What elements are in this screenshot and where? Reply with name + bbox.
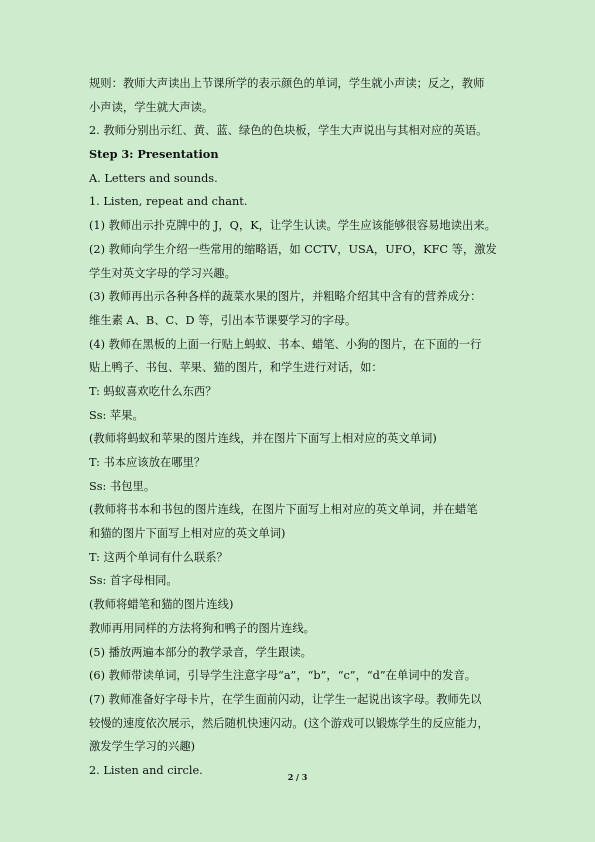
text-line: 规则：教师大声读出上节课所学的表示颜色的单词，学生就小声读；反之，教师	[89, 77, 485, 90]
text-line: Ss: 苹果。	[89, 408, 144, 422]
text-line: Ss: 首字母相同。	[89, 574, 178, 588]
text-line: 激发学生学习的兴趣)	[89, 740, 196, 754]
page-content	[89, 72, 529, 783]
text-line: 较慢的速度依次展示，然后随机快速闪动。(这个游戏可以锻炼学生的反应能力，	[89, 716, 489, 730]
text-line: (6) 教师带读单词，引导学生注意字母“a”，“b”，“c”，“d”在单词中的发音。	[89, 669, 477, 683]
text-line: (教师将蚂蚁和苹果的图片连线，并在图片下面写上相对应的英文单词)	[89, 432, 437, 446]
text-line: Ss: 书包里。	[89, 479, 156, 493]
text-line: 贴上鸭子、书包、苹果、猫的图片，和学生进行对话，如：	[89, 361, 383, 375]
text-line: 学生对英文字母的学习兴趣。	[89, 266, 236, 280]
text-line: (7) 教师准备好字母卡片，在学生面前闪动，让学生一起说出该字母。教师先以	[89, 692, 482, 706]
text-line: (3) 教师再出示各种各样的蔬菜水果的图片，并粗略介绍其中含有的营养成分：	[89, 290, 482, 304]
text-line: 小声读，学生就大声读。	[89, 100, 214, 114]
text-line: T: 蚂蚁喜欢吃什么东西？	[89, 384, 217, 398]
text-line: 教师再用同样的方法将狗和鸭子的图片连线。	[89, 621, 315, 635]
text-line: (1) 教师出示扑克牌中的 J，Q，K，让学生认读。学生应该能够很容易地读出来。	[89, 219, 496, 233]
text-line: 1. Listen, repeat and chant.	[89, 195, 248, 209]
text-line: T: 这两个单词有什么联系？	[89, 550, 228, 564]
text-line: 2. Listen and circle.	[89, 763, 203, 777]
text-line: 维生素 A、B、C、D 等，引出本节课要学习的字母。	[89, 313, 357, 327]
text-line: 和猫的图片下面写上相对应的英文单词)	[89, 527, 286, 541]
text-line: (5) 播放两遍本部分的教学录音，学生跟读。	[89, 645, 312, 659]
text-line: (2) 教师向学生介绍一些常用的缩略语，如 CCTV，USA，UFO，KFC 等，激发	[89, 242, 497, 256]
section-heading: Step 3: Presentation	[89, 147, 219, 162]
text-line: (4) 教师在黑板的上面一行贴上蚂蚁、书本、蜡笔、小狗的图片，在下面的一行	[89, 337, 482, 351]
text-line: A. Letters and sounds.	[89, 171, 218, 185]
text-line: (教师将书本和书包的图片连线，在图片下面写上相对应的英文单词，并在蜡笔	[89, 503, 478, 517]
text-line: T: 书本应该放在哪里？	[89, 456, 206, 469]
text-line: 2. 教师分别出示红、黄、蓝、绿色的色块板，学生大声说出与其相对应的英语。	[89, 124, 488, 138]
text-line: (教师将蜡笔和猫的图片连线)	[89, 598, 234, 612]
page-number: 2 / 3	[287, 772, 308, 782]
